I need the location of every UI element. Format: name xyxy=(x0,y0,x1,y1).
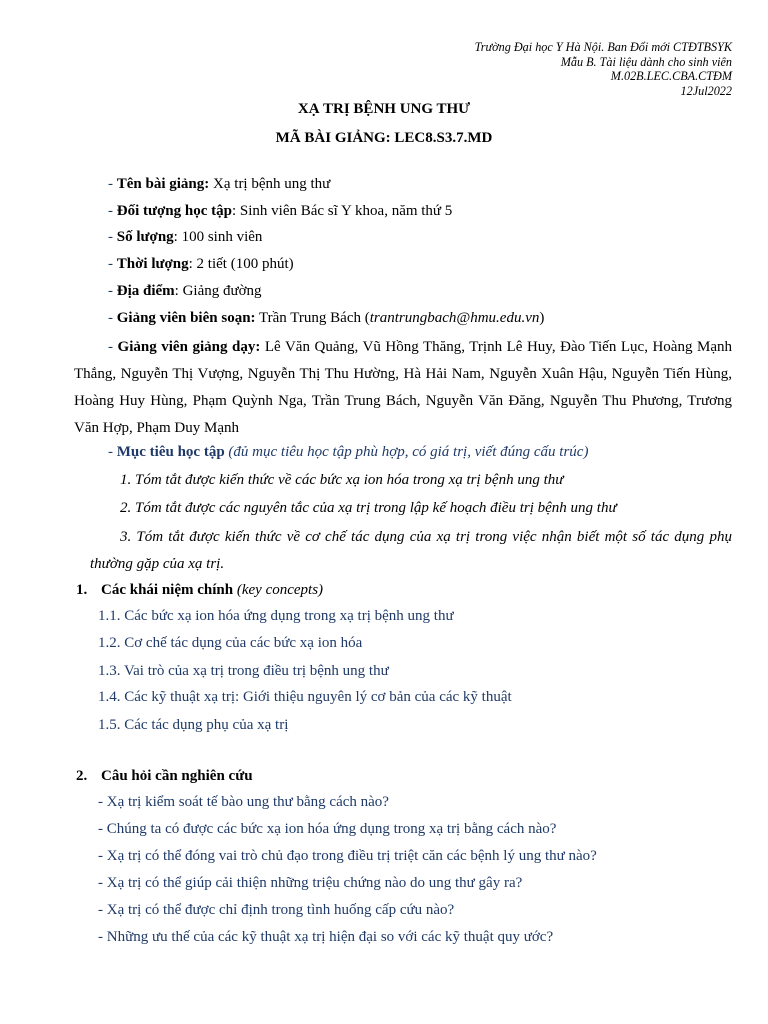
author-email: trantrungbach@hmu.edu.vn xyxy=(369,310,540,326)
question-item: - Xạ trị có thể giúp cải thiện những triệu chứng nào do ung thư gây ra? xyxy=(98,875,523,891)
concept-item: 1.3. Vai trò của xạ trị trong điều trị bệnh ung thư xyxy=(98,663,389,679)
objective-item: 3. Tóm tắt được kiến thức về cơ chế tác dụng của xạ trị trong việc nhận biết một số tác dụng phụ thường gặp của xạ trị. xyxy=(90,529,732,572)
objectives-heading: - Mục tiêu học tập (đủ mục tiêu học tập phù hợp, có giá trị, viết đúng cấu trúc) xyxy=(108,444,589,460)
info-duration: - Thời lượng: 2 tiết (100 phút) xyxy=(108,256,294,272)
question-item: - Chúng ta có được các bức xạ ion hóa ứng dụng trong xạ trị bằng cách nào? xyxy=(98,821,557,837)
objective-item: 2. Tóm tắt được các nguyên tắc của xạ trị trong lập kế hoạch điều trị bệnh ung thư xyxy=(120,500,617,516)
info-author: - Giảng viên biên soạn: Trần Trung Bách (trantrungbach@hmu.edu.vn) xyxy=(108,310,545,326)
document-header xyxy=(475,40,732,98)
info-location: - Địa điểm: Giảng đường xyxy=(108,283,262,299)
objective-item: 1. Tóm tắt được kiến thức về các bức xạ ion hóa trong xạ trị bệnh ung thư xyxy=(120,472,564,488)
section1-heading: 1. Các khái niệm chính (key concepts) xyxy=(76,582,324,598)
question-item: - Xạ trị có thể được chỉ định trong tình huống cấp cứu nào? xyxy=(98,902,455,918)
document-title: XẠ TRỊ BỆNH UNG THƯ xyxy=(297,101,471,117)
info-lecture-name: - Tên bài giảng: Xạ trị bệnh ung thư xyxy=(108,176,331,192)
concept-item: 1.1. Các bức xạ ion hóa ứng dụng trong xạ trị bệnh ung thư xyxy=(98,608,454,624)
concept-item: 1.4. Các kỹ thuật xạ trị: Giới thiệu nguyên lý cơ bản của các kỹ thuật xyxy=(98,689,512,705)
info-teachers: - Giảng viên giảng dạy: Lê Văn Quảng, Vũ Hồng Thăng, Trịnh Lê Huy, Đào Tiến Lục, Hoàng Mạnh Thắng, Nguyễn Thị Vượng, Nguyễn Thị Thu Hường, Hà Hải Nam, Nguyễn Xuân Hậu, Nguyễn Tiến Hùng, Hoàng Huy Hùng, Phạm Quỳnh Nga, Trần Trung Bách, Nguyễn Văn Đăng, Nguyễn Thu Phương, Trương Văn Hợp, Phạm Duy Mạnh xyxy=(74,339,732,436)
question-item: - Xạ trị kiểm soát tế bào ung thư bằng cách nào? xyxy=(98,794,389,810)
section2-heading: 2. Câu hỏi cần nghiên cứu xyxy=(76,768,253,784)
concept-item: 1.5. Các tác dụng phụ của xạ trị xyxy=(98,717,289,733)
concept-item: 1.2. Cơ chế tác dụng của các bức xạ ion hóa xyxy=(98,635,363,651)
header-code: M.02B.LEC.CBA.CTĐM xyxy=(610,69,732,83)
info-count: - Số lượng: 100 sinh viên xyxy=(108,229,263,245)
question-item: - Xạ trị có thể đóng vai trò chủ đạo trong điều trị triệt căn các bệnh lý ung thư nào? xyxy=(98,848,597,864)
header-institution: Trường Đại học Y Hà Nội. Ban Đổi mới CTĐTBSYK xyxy=(474,40,732,54)
header-form: Mẫu B. Tài liệu dành cho sinh viên xyxy=(560,54,732,69)
header-date: 12Jul2022 xyxy=(680,83,732,98)
info-audience: - Đối tượng học tập: Sinh viên Bác sĩ Y khoa, năm thứ 5 xyxy=(108,203,453,219)
lecture-code: MÃ BÀI GIẢNG: LEC8.S3.7.MD xyxy=(275,130,493,146)
question-item: - Những ưu thế của các kỹ thuật xạ trị hiện đại so với các kỹ thuật quy ước? xyxy=(98,929,554,945)
